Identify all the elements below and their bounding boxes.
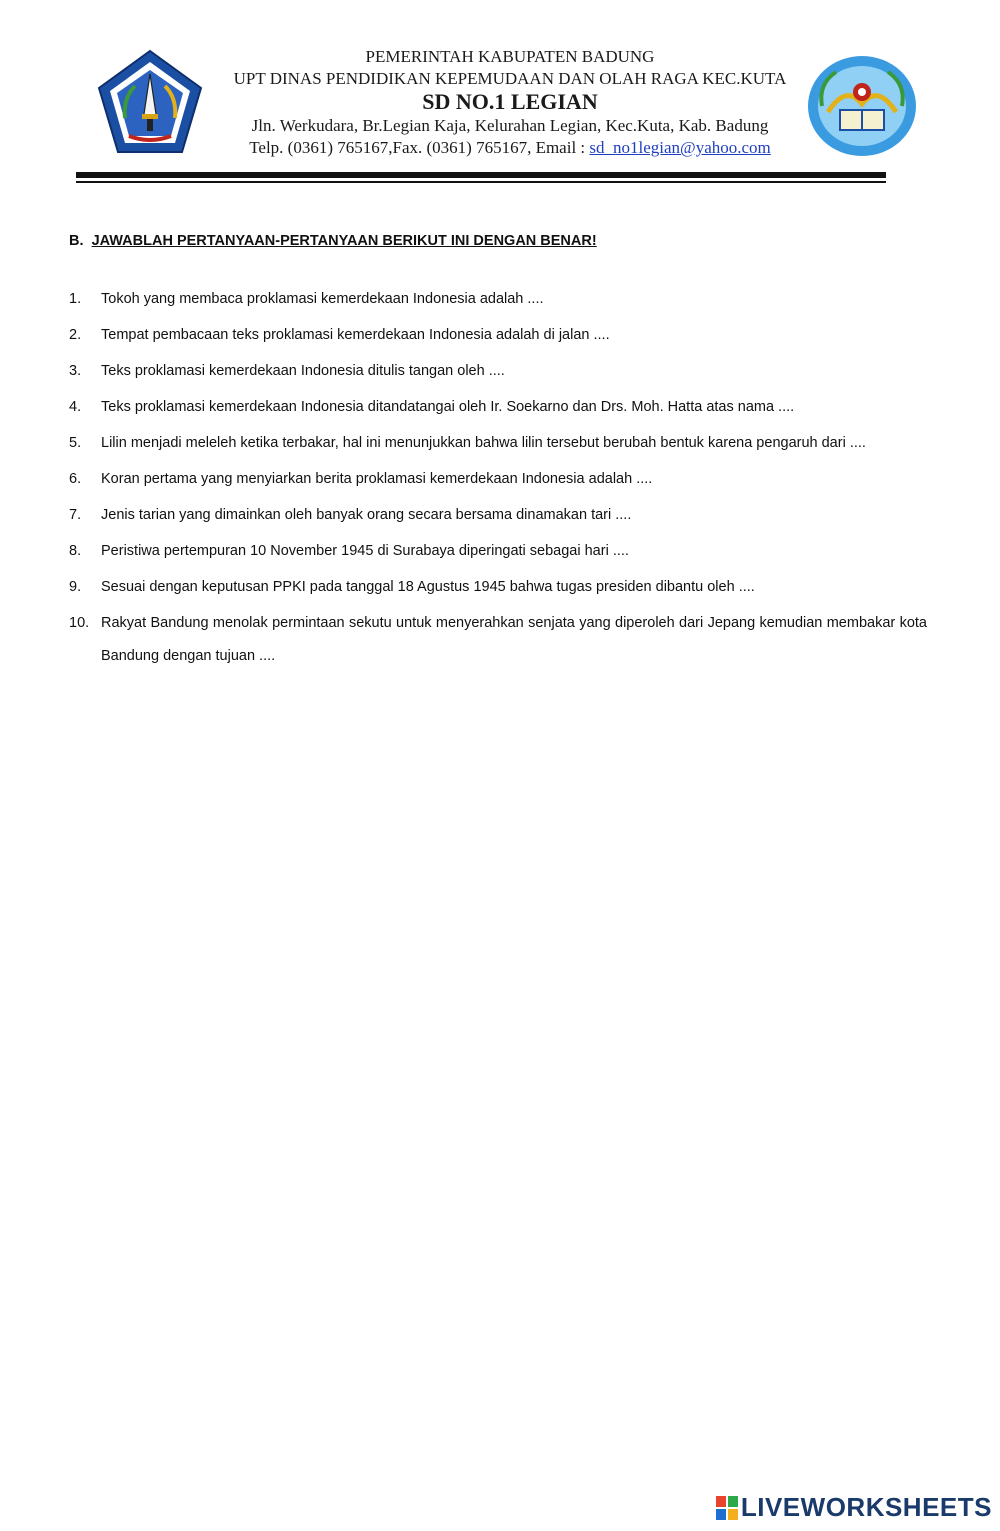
question-item [69,463,927,496]
question-number: 6. [69,471,82,487]
question-number: 2. [69,327,82,343]
question-item [69,535,927,568]
school-emblem-icon [806,54,918,158]
letterhead [0,0,1000,190]
question-text: Lilin menjadi meleleh ketika terbakar, hal ini menunjukkan bahwa lilin tersebut berubah bentuk karena pengaruh dari .... [101,435,866,451]
question-text: Rakyat Bandung menolak permintaan sekutu untuk menyerahkan senjata yang diperoleh dari Jepang kemudian membakar kota Bandung dengan tujuan .... [101,615,927,664]
question-text: Jenis tarian yang dimainkan oleh banyak orang secara bersama dinamakan tari .... [101,507,632,523]
section-heading [69,233,597,249]
letterhead-divider-thick [76,172,886,178]
question-item [69,319,927,352]
letterhead-contact [210,137,810,159]
letterhead-email-link[interactable]: sd_no1legian@yahoo.com [589,138,771,157]
question-text: Tokoh yang membaca proklamasi kemerdekaan Indonesia adalah .... [101,291,544,307]
question-number: 7. [69,507,82,523]
letterhead-school-name: SD NO.1 LEGIAN [422,89,598,114]
badung-regency-emblem-icon [95,48,205,158]
question-text: Sesuai dengan keputusan PPKI pada tanggal 18 Agustus 1945 bahwa tugas presiden dibantu oleh .... [101,579,755,595]
question-text: Peristiwa pertempuran 10 November 1945 di Surabaya diperingati sebagai hari .... [101,543,629,559]
brand-text: LIVEWORKSHEETS [740,1492,992,1522]
question-number: 10. [69,615,90,631]
question-text: Teks proklamasi kemerdekaan Indonesia ditandatangai oleh Ir. Soekarno dan Drs. Moh. Hatta atas nama .... [101,399,795,415]
question-item [69,427,927,460]
section-title: JAWABLAH PERTANYAAN-PERTANYAAN BERIKUT INI DENGAN BENAR! [91,233,597,249]
question-item [69,607,927,673]
question-item [69,391,927,424]
letterhead-department: UPT DINAS PENDIDIKAN KEPEMUDAAN DAN OLAH RAGA KEC.KUTA [233,69,787,88]
question-number: 5. [69,435,82,451]
letterhead-contact-prefix: Telp. (0361) 765167,Fax. (0361) 765167, Email : [249,138,590,157]
question-item [69,283,927,316]
question-list [69,283,927,676]
letterhead-address: Jln. Werkudara, Br.Legian Kaja, Kelurahan Legian, Kec.Kuta, Kab. Badung [251,116,769,135]
question-item [69,355,927,388]
question-text: Teks proklamasi kemerdekaan Indonesia ditulis tangan oleh .... [101,363,505,379]
question-number: 9. [69,579,82,595]
liveworksheets-brand[interactable] [715,1492,992,1523]
question-number: 8. [69,543,82,559]
question-number: 4. [69,399,82,415]
liveworksheets-logo-icon [715,1495,739,1521]
question-text: Tempat pembacaan teks proklamasi kemerdekaan Indonesia adalah di jalan .... [101,327,610,343]
question-item [69,499,927,532]
section-letter: B. [69,233,84,249]
question-item [69,571,927,604]
question-number: 1. [69,291,82,307]
letterhead-divider-thin [76,181,886,183]
letterhead-government: PEMERINTAH KABUPATEN BADUNG [365,47,655,66]
question-number: 3. [69,363,82,379]
question-text: Koran pertama yang menyiarkan berita proklamasi kemerdekaan Indonesia adalah .... [101,471,653,487]
